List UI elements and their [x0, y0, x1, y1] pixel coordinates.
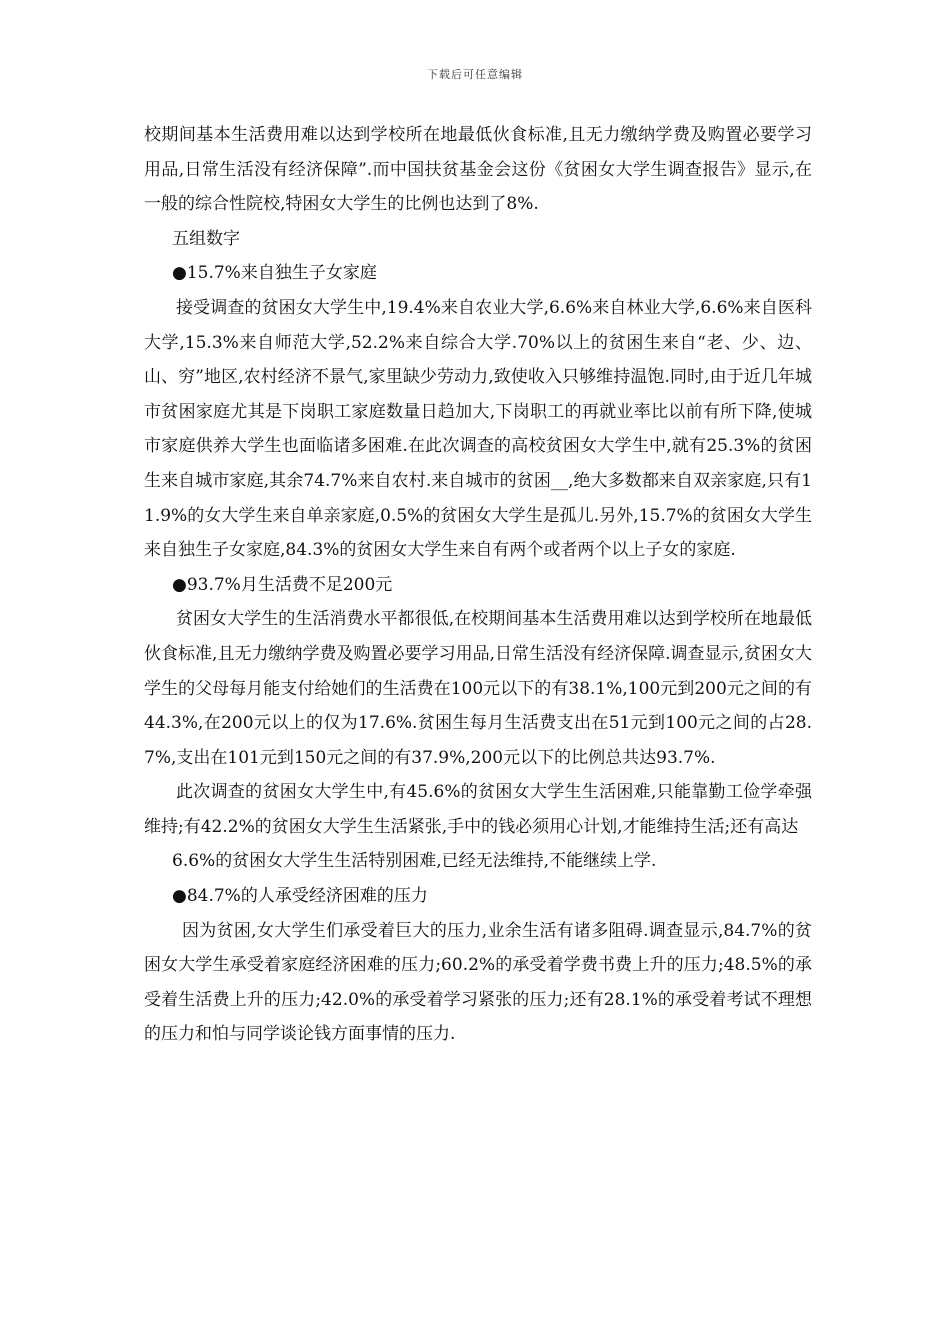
paragraph-hardship-continued: 6.6%的贫困女大学生生活特别困难,已经无法维持,不能继续上学.: [172, 851, 657, 872]
paragraph-pressure: 因为贫困,女大学生们承受着巨大的压力,业余生活有诸多阻碍.调查显示,84.7%的贫困女大学生承受着家庭经济困难的压力;60.2%的承受着学费书费上升的压力;48.5%的承受着生活费上升的压力;42.0%的承受着学习紧张的压力;还有28.1%的承受着考试不理想的压力和怕与同学谈论钱方面事情的压力.: [144, 920, 812, 1045]
section-heading: 五组数字: [172, 228, 240, 249]
document-body: [144, 118, 812, 1052]
paragraph-living-cost: 贫困女大学生的生活消费水平都很低,在校期间基本生活费用难以达到学校所在地最低伙食标准,且无力缴纳学费及购置必要学习用品,日常生活没有经济保障.调查显示,贫困女大学生的父母每月能支付给她们的生活费在100元以下的有38.1%,100元到200元之间的有44.3%,在200元以上的仅为17.6%.贫困生每月生活费支出在51元到100元之间的占28.7%,支出在101元到150元之间的有37.9%,200元以下的比例总共达93.7%.: [144, 609, 812, 768]
bullet-heading-only-child: ●15.7%来自独生子女家庭: [172, 263, 377, 284]
paragraph-continuation: 校期间基本生活费用难以达到学校所在地最低伙食标准,且无力缴纳学费及购置必要学习用品,日常生活没有经济保障”.而中国扶贫基金会这份《贫困女大学生调查报告》显示,在一般的综合性院校,特困女大学生的比例也达到了8%.: [144, 125, 812, 215]
page-header: 下载后可任意编辑: [427, 68, 523, 81]
paragraph-hardship-levels: 此次调查的贫困女大学生中,有45.6%的贫困女大学生生活困难,只能靠勤工俭学牵强维持;有42.2%的贫困女大学生生活紧张,手中的钱必须用心计划,才能维持生活;还有高达: [144, 782, 812, 837]
bullet-heading-pressure: ●84.7%的人承受经济困难的压力: [172, 886, 428, 907]
bullet-heading-living-cost: ●93.7%月生活费不足200元: [172, 574, 393, 595]
paragraph-family-background: 接受调查的贫困女大学生中,19.4%来自农业大学,6.6%来自林业大学,6.6%来自医科大学,15.3%来自师范大学,52.2%来自综合大学.70%以上的贫困生来自“老、少、边、山、穷”地区,农村经济不景气,家里缺少劳动力,致使收入只够维持温饱.同时,由于近几年城市贫困家庭尤其是下岗职工家庭数量日趋加大,下岗职工的再就业率比以前有所下降,使城市家庭供养大学生也面临诸多困难.在此次调查的高校贫困女大学生中,就有25.3%的贫困生来自城市家庭,其余74.7%来自农村.来自城市的贫困__,绝大多数都来自双亲家庭,只有11.9%的女大学生来自单亲家庭,0.5%的贫困女大学生是孤儿.另外,15.7%的贫困女大学生来自独生子女家庭,84.3%的贫困女大学生来自有两个或者两个以上子女的家庭.: [144, 297, 812, 561]
